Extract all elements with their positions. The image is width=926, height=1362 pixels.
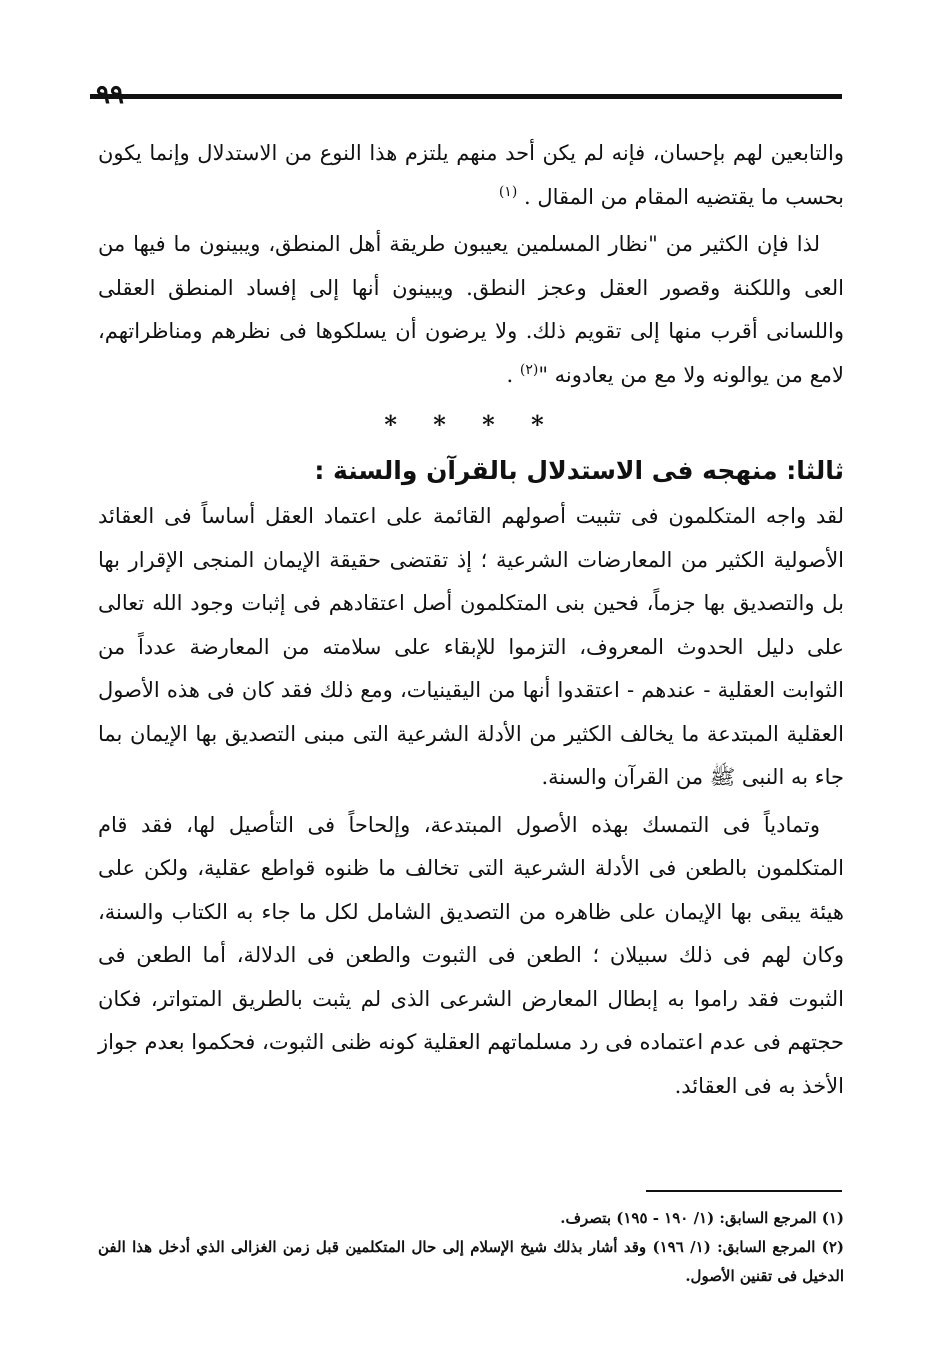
footnotes [98, 1204, 844, 1291]
footnote-rule [646, 1190, 842, 1192]
paragraph-1 [98, 132, 844, 219]
paragraph-4: وتمادياً فى التمسك بهذه الأصول المبتدعة، وإلحاحاً فى التأصيل لها، فقد قام المتكلمون بالطعن فى الأدلة الشرعية التى تخالف ما ظنوه قواطع عقلية، ولكن على هيئة يبقى بها الإيمان على ظاهره من التصديق الشامل لكل ما جاء به الكتاب والسنة، وكان لهم فى ذلك سبيلان ؛ الطعن فى الثبوت والطعن فى الدلالة، أما الطعن فى الثبوت فقد راموا به إبطال المعارض الشرعى الذى لم يثبت بالطريق المتواتر، فكان حجتهم فى عدم اعتماده فى رد مسلماتهم العقلية كونه ظنى الثبوت، فحكموا بعدم جواز الأخذ به فى العقائد. [98, 812, 845, 1098]
footnote-ref-2: (٢) [519, 361, 539, 378]
paragraph-2-end: . [506, 362, 520, 387]
footnote-ref-1: (١) [498, 183, 518, 200]
section-heading: ثالثا: منهجه فى الاستدلال بالقرآن والسنة : [314, 456, 844, 485]
footnote-1: (١) المرجع السابق: (١/ ١٩٠ - ١٩٥) بتصرف. [560, 1209, 844, 1227]
body-text [98, 132, 844, 1108]
paragraph-3: لقد واجه المتكلمون فى تثبيت أصولهم القائمة على اعتماد العقل أساساً فى العقائد الأصولية الكثير من المعارضات الشرعية ؛ إذ تقتضى حقيقة الإيمان المنجى الإقرار بها بل والتصديق بها جزماً، فحين بنى المتكلمون أصل اعتقادهم فى إثبات وجود الله تعالى على دليل الحدوث المعروف، التزموا للإبقاء على سلامته من المعارضة عدداً من الثوابت العقلية - عندهم - اعتقدوا أنها من اليقينيات، ومع ذلك فقد كان فى هذه الأصول العقلية المبتدعة ما يخالف الكثير من الأدلة الشرعية التى مبنى التصديق بها الإيمان بما جاء به النبى ﷺ من القرآن والسنة. [98, 504, 844, 789]
section-separator-stars: * * * * [384, 410, 558, 439]
paragraph-2 [98, 223, 844, 397]
footnote-2: (٢) المرجع السابق: (١/ ١٩٦) وقد أشار بذلك شيخ الإسلام إلى حال المتكلمين قبل زمن الغزالى الذي أدخل هذا الفن الدخيل فى تقنين الأصول. [98, 1238, 845, 1285]
paragraph-2-text: لذا فإن الكثير من "نظار المسلمين يعيبون طريقة أهل المنطق، ويبينون ما فيها من العى واللكنة وقصور العقل وعجز النطق. ويبينون أنها إلى إفساد المنطق العقلى واللسانى أقرب منها إلى تقويم ذلك. ولا يرضون أن يسلكوها فى نظرهم ومناظراتهم، لامع من يوالونه ولا مع من يعادونه " [98, 232, 844, 387]
paragraph-1-text: والتابعين لهم بإحسان، فإنه لم يكن أحد منهم يلتزم هذا النوع من الاستدلال وإنما يكون بحسب ما يقتضيه المقام من المقال . [98, 141, 844, 209]
header-rule [90, 94, 842, 99]
